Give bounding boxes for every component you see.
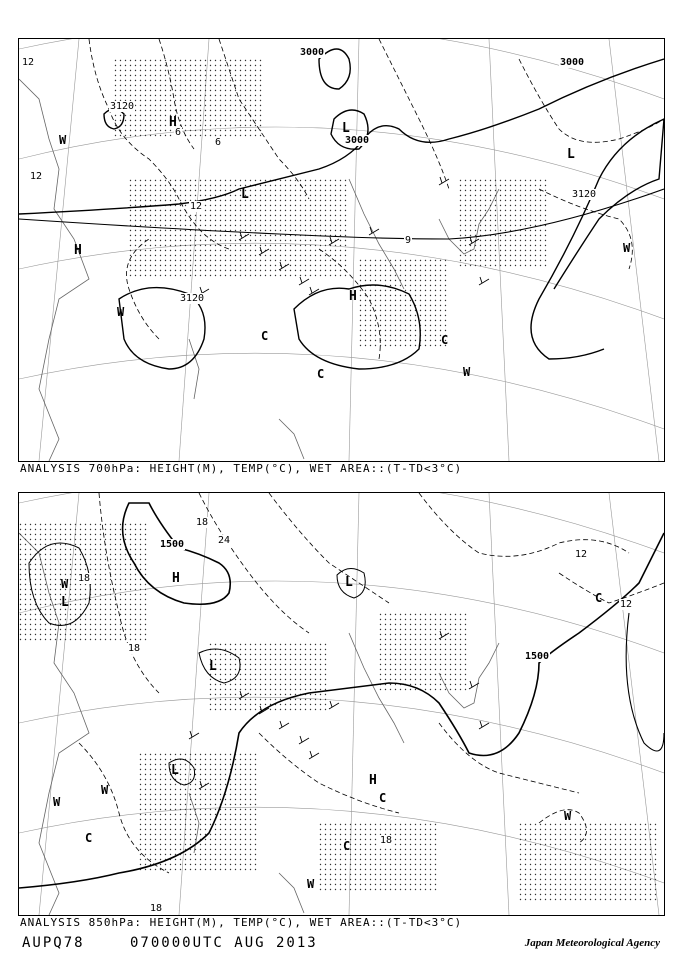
low-pressure-marker: L [61,595,69,610]
low-pressure-marker: L [171,763,179,778]
cold-center-marker: C [343,839,351,853]
isotherm-label: 18 [78,573,91,584]
agency-name: Japan Meteorological Agency [524,937,660,949]
warm-center-marker: W [53,795,61,809]
high-pressure-marker: H [369,773,377,788]
chart-code: AUPQ78 [22,935,85,951]
chart-700hpa-caption: ANALYSIS 700hPa: HEIGHT(M), TEMP(°C), WET AREA::(T-TD<3°C) [20,462,463,475]
low-pressure-marker: L [209,659,217,674]
high-pressure-marker: H [172,571,180,586]
low-pressure-marker: L [342,121,350,136]
warm-center-marker: W [117,305,125,319]
isotherm-label: 6 [175,127,182,138]
chart-700hpa [18,38,665,462]
isotherm-label: 18 [150,903,163,914]
warm-center-marker: W [59,133,67,147]
isotherm-label: 18 [196,517,209,528]
isoline-label: 3000 [560,57,585,68]
isotherm-label: 12 [620,599,633,610]
isotherm-label: 12 [30,171,43,182]
cold-center-marker: C [85,831,93,845]
isotherm-label: 12 [22,57,35,68]
isotherm-label: 24 [218,535,231,546]
chart-850hpa [18,492,665,916]
valid-time: 070000UTC AUG 2013 [130,935,318,951]
high-pressure-marker: H [169,115,177,130]
high-pressure-marker: H [74,243,82,258]
isoline-label: 3000 [300,47,325,58]
isoline-label: 3120 [110,101,135,112]
low-pressure-marker: L [567,147,575,162]
isotherm-label: 18 [380,835,393,846]
warm-center-marker: W [307,877,315,891]
high-pressure-marker: H [349,289,357,304]
chart-850hpa-caption: ANALYSIS 850hPa: HEIGHT(M), TEMP(°C), WET AREA::(T-TD<3°C) [20,916,463,929]
warm-center-marker: W [61,577,69,591]
warm-center-marker: W [101,783,109,797]
isoline-label: 3120 [180,293,205,304]
low-pressure-marker: L [345,575,353,590]
wet-area-850 [19,523,659,903]
warm-center-marker: W [623,241,631,255]
isoline-label: 3120 [572,189,597,200]
isoline-label: 1500 [160,539,185,550]
cold-center-marker: C [379,791,387,805]
cold-center-marker: C [441,333,449,347]
isotherm-label: 12 [575,549,588,560]
warm-center-marker: W [463,365,471,379]
cold-center-marker: C [595,591,603,605]
isotherm-label: 6 [215,137,222,148]
isotherm-label: 9 [405,235,412,246]
isotherm-label: 18 [128,643,141,654]
warm-center-marker: W [564,809,572,823]
cold-center-marker: C [317,367,325,381]
low-pressure-marker: L [241,187,249,202]
isotherm-label: 12 [190,201,203,212]
cold-center-marker: C [261,329,269,343]
map-850hpa-svg [19,493,664,915]
isoline-label: 3000 [345,135,370,146]
isoline-label: 1500 [525,651,550,662]
